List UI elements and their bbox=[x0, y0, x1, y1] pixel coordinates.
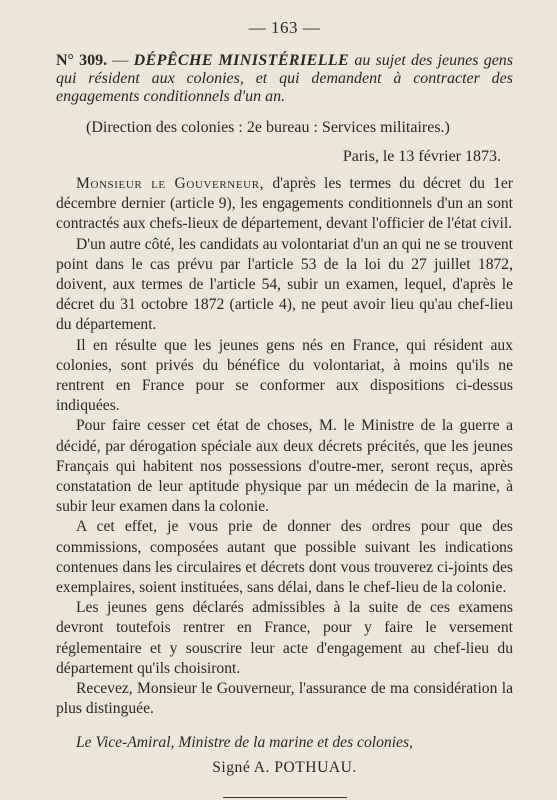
title-dash: — bbox=[107, 52, 134, 69]
paragraph: Monsieur le Gouverneur, d'après les termes du décret du 1er décembre dernier (article 9), les engagements conditionnels d'un an sont contractés aux chefs-lieux de département, devant l'officier de l'état civil. bbox=[56, 175, 514, 233]
closing-rule bbox=[223, 797, 347, 798]
dateline: Paris, le 13 février 1873. bbox=[342, 148, 501, 165]
document-number: N° 309. bbox=[56, 52, 108, 69]
document-title bbox=[56, 52, 513, 106]
salutation: Monsieur le Gouverneur, bbox=[76, 175, 265, 192]
document-subject: au sujet des jeunes gens qui résident aux colonies, et qui demandent à contracter des engagements conditionnels d'un an. bbox=[56, 52, 514, 105]
paragraph: Pour faire cesser cet état de choses, M. le Ministre de la guerre a décidé, par dérogation spéciale aux deux décrets précités, que les jeunes Français qui habitent nos possessions d'outre-mer, seront reçus, après constatation de leur aptitude physique par un médecin de la marine, à subir leur examen dans la colonie. bbox=[56, 417, 513, 516]
document-heading: DÉPÊCHE MINISTÉRIELLE bbox=[133, 52, 350, 69]
signature-line: Signé A. POTHUAU. bbox=[212, 759, 357, 777]
paragraph: Il en résulte que les jeunes gens nés en France, qui résident aux colonies, sont privés du bénéfice du volontariat, à moins qu'ils ne rentrent en France pour se conformer aux dispositions ci-dessus indiquées. bbox=[56, 336, 513, 415]
page-number: — 163 — bbox=[248, 18, 321, 37]
letter-body bbox=[56, 174, 513, 719]
direction-line: (Direction des colonies : 2e bureau : Services militaires.) bbox=[86, 119, 450, 136]
paragraph: D'un autre côté, les candidats au volontariat d'un an qui ne se trouvent point dans le cas prévu par l'article 53 de la loi du 27 juillet 1872, doivent, aux termes de l'article 54, subir un examen, lequel, d'après le décret du 31 octobre 1872 (article 4), ne peut avoir lieu qu'au chef-lieu du département. bbox=[56, 235, 513, 334]
paragraph: A cet effet, je vous prie de donner des ordres pour que des commissions, composées autant que possible suivant les indications contenues dans les circulaires et décrets dont vous trouverez ci-joints des exemplaires, soient instituées, sans délai, dans le chef-lieu de la colonie. bbox=[56, 518, 513, 597]
paragraph: Recevez, Monsieur le Gouverneur, l'assurance de ma considération la plus distinguée. bbox=[56, 680, 513, 718]
paragraph: Les jeunes gens déclarés admissibles à la suite de ces examens devront toutefois rentrer en France, pour y faire le versement réglementaire et y souscrire leur acte d'engagement au chef-lieu du département qu'ils choisiront. bbox=[56, 599, 513, 677]
signatory-title: Le Vice-Amiral, Ministre de la marine et des colonies, bbox=[76, 734, 413, 752]
